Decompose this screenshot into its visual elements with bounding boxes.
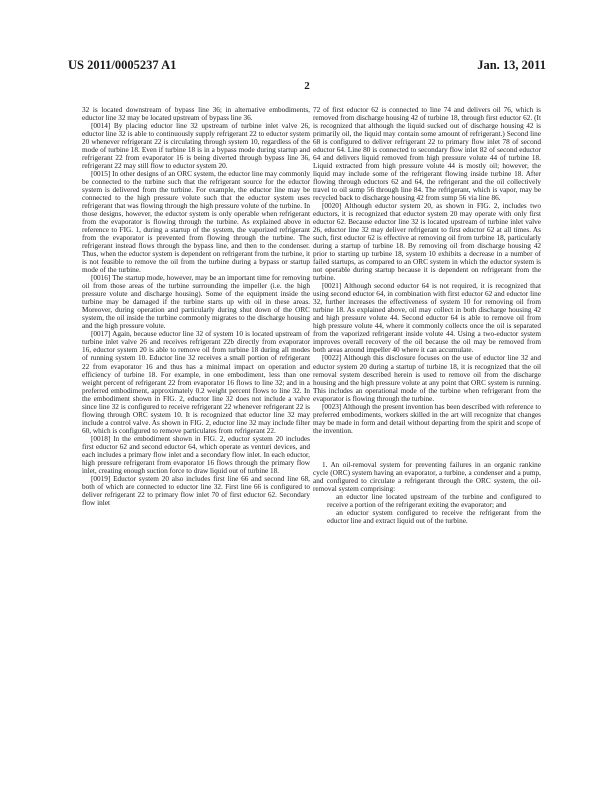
publication-number: US 2011/0005237 A1 (68, 58, 177, 72)
paragraph: [0023] Although the present invention has been described with reference to preferred embodiments, workers skilled in the art will recognize that changes may be made in form and detail without departing from the spirit and scope of the invention. (313, 402, 541, 435)
claim-element: an eductor system configured to receive the refrigerant from the eductor line and extract liquid out of the turbine. (327, 508, 541, 525)
paragraph: 72 of first eductor 62 is connected to line 74 and delivers oil 76, which is removed from discharge housing 42 of turbine 18, through first eductor 62. (It is recognized that although the liquid sucked out of discharge housing 42 is primarily oil, the liquid may contain some amount of refrigerant.) Second line 68 is configured to deliver refrigerant 22 to primary flow inlet 78 of second eductor 64. Line 80 is connected to secondary flow inlet 82 of second eductor 64 and delivers liquid removed from high pressure volute 44 of turbine 18. Liquid extracted from high pressure volute 44 is mostly oil; however, the liquid may include some of the refrigerant flowing inside turbine 18. After flowing through eductors 62 and 64, the refrigerant and the oil collectively travel to oil sump 56 through line 84. The refrigerant, which is vapor, may be recycled back to discharge housing 42 from sump 56 via line 86. (313, 106, 541, 203)
page-header (68, 58, 546, 78)
claim-element: an eductor line located upstream of the turbine and configured to receive a portion of the refrigerant exiting the evaporator; and (327, 492, 541, 509)
paragraph: [0019] Eductor system 20 also includes first line 66 and second line 68, both of which are connected to eductor line 32. First line 66 is configured to deliver refrigerant 22 to primary flow inlet 70 of first eductor 62. Secondary flow inlet (82, 474, 310, 507)
publication-date: Jan. 13, 2011 (477, 58, 546, 72)
left-column (82, 106, 310, 507)
paragraph: [0017] Again, because eductor line 32 of system 10 is located upstream of turbine inlet valve 26 and receives refrigerant 22b directly from evaporator 16, eductor system 20 is able to remove oil from turbine 18 during all modes of running system 10. Eductor line 32 receives a small portion of refrigerant 22 from evaporator 16 and thus has a minimal impact on operation and efficiency of turbine 18. For example, in one embodiment, less than one weight percent of refrigerant 22 from evaporator 16 flows to line 32; and in a preferred embodiment, approximately 0.2 weight percent flows to line 32. In the embodiment shown in FIG. 2, eductor line 32 does not include a valve since line 32 is configured to receive refrigerant 22 whenever refrigerant 22 is flowing through ORC system 10. It is recognized that eductor line 32 may include a control valve. As shown in FIG. 2, eductor line 32 may include filter 60, which is configured to remove particulates from refrigerant 22. (82, 330, 310, 435)
paragraph: [0021] Although second eductor 64 is not required, it is recognized that using second eductor 64, in combination with first eductor 62 and eductor line 32, further increases the effectiveness of system 10 for removing oil from turbine 18. As explained above, oil may collect in both discharge housing 42 and high pressure volute 44. Second eductor 64 is able to remove oil from high pressure volute 44, where it commonly collects once the oil is separated from the vaporized refrigerant inside volute 44. Using a two-eductor system improves overall recovery of the oil because the oil may be removed from both areas around impeller 40 where it can accumulate. (313, 282, 541, 355)
paragraph: [0020] Although eductor system 20, as shown in FIG. 2, includes two eductors, it is recognized that eductor system 20 may operate with only first eductor 62. Because eductor line 32 is located upstream of turbine inlet valve 26, eductor line 32 may deliver refrigerant to first eductor 62 at all times. As such, first eductor 62 is effective at removing oil from turbine 18, particularly during a startup of turbine 18. By removing oil from discharge housing 42 prior to starting up turbine 18, system 10 exhibits a decrease in a number of failed startups, as compared to an ORC system in which the eductor system is not operable during startup because it is dependent on refrigerant from the turbine. (313, 202, 541, 283)
paragraph: [0016] The startup mode, however, may be an important time for removing oil from those areas of the turbine surrounding the impeller (i.e. the high pressure volute and discharge housing). Some of the equipment inside the turbine may be damaged if the turbine starts up with oil in these areas. Moreover, during operation and particularly during shut down of the ORC system, the oil inside the turbine commonly migrates to the discharge housing and the high pressure volute. (82, 274, 310, 331)
paragraph: 32 is located downstream of bypass line 36; in alternative embodiments, eductor line 32 may be located upstream of bypass line 36. (82, 106, 310, 123)
claim-1: 1. An oil-removal system for preventing failures in an organic rankine cycle (ORC) system having an evaporator, a turbine, a condenser and a pump, and configured to circulate a refrigerant through the ORC system, the oil-removal system comprising: (313, 460, 541, 493)
page-number: 2 (304, 80, 310, 92)
paragraph: [0015] In other designs of an ORC system, the eductor line may commonly be connected to the turbine such that the refrigerant source for the eductor system is delivered from the turbine. For example, the eductor line may be connected to the high pressure volute such that the eductor system uses refrigerant that was flowing through the high pressure volute of the turbine. In those designs, however, the eductor system is only operable when refrigerant from the evaporator is flowing through the turbine. As explained above in reference to FIG. 1, during a startup of the system, the vaporized refrigerant from the evaporator is prevented from flowing through the turbine. The refrigerant instead flows through the bypass line, and then to the condenser. Thus, when the eductor system is dependent on refrigerant from the turbine, it is not feasible to remove the oil from the turbine during a bypass or startup mode of the turbine. (82, 170, 310, 275)
paragraph: [0022] Although this disclosure focuses on the use of eductor line 32 and eductor system 20 during a startup of turbine 18, it is recognized that the oil removal system described herein is used to remove oil from the discharge housing and the high pressure volute at any point that ORC system is running. This includes an operational mode of the turbine when refrigerant from the evaporator is flowing through the turbine. (313, 354, 541, 403)
right-column (313, 106, 541, 525)
paragraph: [0014] By placing eductor line 32 upstream of turbine inlet valve 26, eductor line 32 is able to continuously supply refrigerant 22 to eductor system 20 whenever refrigerant 22 is circulating through system 10, regardless of the mode of turbine 18. Even if turbine 18 is in a bypass mode during startup and refrigerant 22 from evaporator 16 is being diverted through bypass line 36, refrigerant 22 may still flow to eductor system 20. (82, 122, 310, 171)
claims-divider (313, 441, 541, 449)
paragraph: [0018] In the embodiment shown in FIG. 2, eductor system 20 includes first eductor 62 and second eductor 64, which operate as venturi devices, and each includes a primary flow inlet and a secondary flow inlet. In each eductor, high pressure refrigerant from evaporator 16 flows through the primary flow inlet, creating enough suction force to draw liquid out of turbine 18. (82, 434, 310, 475)
